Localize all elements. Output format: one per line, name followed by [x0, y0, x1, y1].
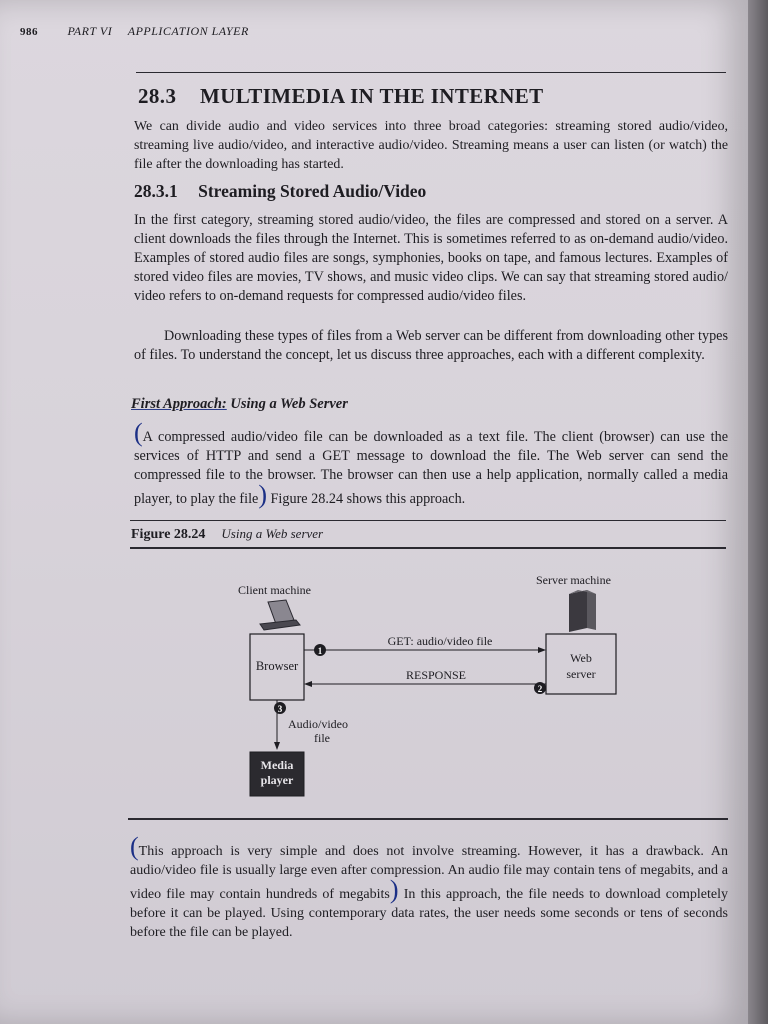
server-machine-label: Server machine	[536, 573, 611, 587]
part-title: APPLICATION LAYER	[127, 24, 249, 38]
pen-bracket-close: )	[258, 480, 267, 509]
audio-video-label: Audio/video	[288, 717, 348, 731]
paragraph-stored-av: In the first category, streaming stored audio/video, the files are compressed and stored on a server. A client downloads the files through the Internet. This is sometimes referred to as on-demand audio/video. Examples of stored audio files are songs, symphonies, books on tape, and famous lectures. Examples of stored video files are movies, TV shows, and music video clips. We can say that streaming stored audio/ video refers to on-demand requests for compressed audio/video files.	[134, 212, 728, 304]
file-transfer-arrowhead	[274, 742, 280, 750]
approach-suffix: Using a Web Server	[226, 396, 348, 412]
subsection-heading	[134, 181, 426, 202]
pen-bracket-open-2: (	[130, 832, 139, 861]
running-head	[20, 24, 249, 39]
step-1-number: 1	[317, 646, 323, 656]
get-message-label: GET: audio/video file	[387, 634, 493, 648]
figure-bottom-rule	[128, 818, 728, 820]
figure-caption: Using a Web server	[221, 526, 324, 541]
figure-number: Figure 28.24	[131, 527, 206, 542]
section-title: MULTIMEDIA IN THE INTERNET	[200, 84, 544, 108]
pen-bracket-open: (	[134, 418, 143, 447]
figure-caption-rule	[130, 547, 726, 549]
section-number: 28.3	[138, 84, 177, 108]
paragraph-drawback	[130, 832, 728, 942]
figure-label	[131, 526, 323, 543]
approach-text-tail: Figure 28.24 shows this approach.	[267, 491, 466, 507]
player-label: player	[260, 773, 294, 787]
approach-prefix: First Approach:	[131, 396, 227, 412]
closing-text-b: In this approach, the file needs to download completely before it can be played. Using contemporary data rates, the user needs some seconds or tens of seconds before the file can be played.	[130, 887, 728, 940]
page-edge	[748, 0, 768, 1024]
client-machine-label: Client machine	[238, 583, 311, 597]
step-3-number: 3	[277, 704, 283, 714]
pen-bracket-close-2: )	[389, 875, 399, 904]
figure-top-rule	[130, 520, 726, 521]
section-rule	[136, 72, 726, 73]
response-label: RESPONSE	[405, 668, 467, 682]
browser-label: Browser	[255, 659, 299, 673]
subsection-title: Streaming Stored Audio/Video	[198, 181, 427, 201]
file-label: file	[314, 731, 330, 745]
paragraph-downloading: Downloading these types of files from a Web server can be different from downloading other types of files. To understand the concept, let us discuss three approaches, each with a different complexity.	[134, 328, 728, 363]
laptop-icon	[260, 600, 300, 630]
closing-text-a: This approach is very simple and does not involve streaming. However, it has a drawback. An audio/video file is usually large even after compression. An audio file may contain tens of megabits, and a video file may contain hundreds of megabits	[130, 844, 728, 902]
server-tower-icon	[569, 590, 596, 632]
approach-text: A compressed audio/video file can be downloaded as a text file. The client (browser) can use the services of HTTP and send a GET message to download the file. The Web server can send the compressed file to the browser. The browser can then use a help application, normally called a media player, to play the file	[134, 429, 728, 507]
web-label: Web	[570, 651, 592, 665]
web-server-diagram	[230, 570, 640, 810]
step-2-number: 2	[537, 684, 543, 694]
media-label: Media	[260, 758, 294, 772]
server-label: server	[566, 667, 596, 681]
get-arrowhead	[538, 647, 546, 653]
response-arrowhead	[304, 681, 312, 687]
section-heading	[138, 84, 544, 109]
paragraph-first-approach	[134, 418, 728, 509]
page-number: 986	[20, 26, 38, 38]
subsection-number: 28.3.1	[134, 181, 178, 201]
part-label: PART VI	[67, 24, 113, 38]
intro-paragraph: We can divide audio and video services into three broad categories: streaming stored audio/video, streaming live audio/video, and interactive audio/video. Streaming means a user can listen (or watch) the file after the downloading has started.	[134, 119, 728, 172]
approach-heading	[131, 396, 348, 413]
